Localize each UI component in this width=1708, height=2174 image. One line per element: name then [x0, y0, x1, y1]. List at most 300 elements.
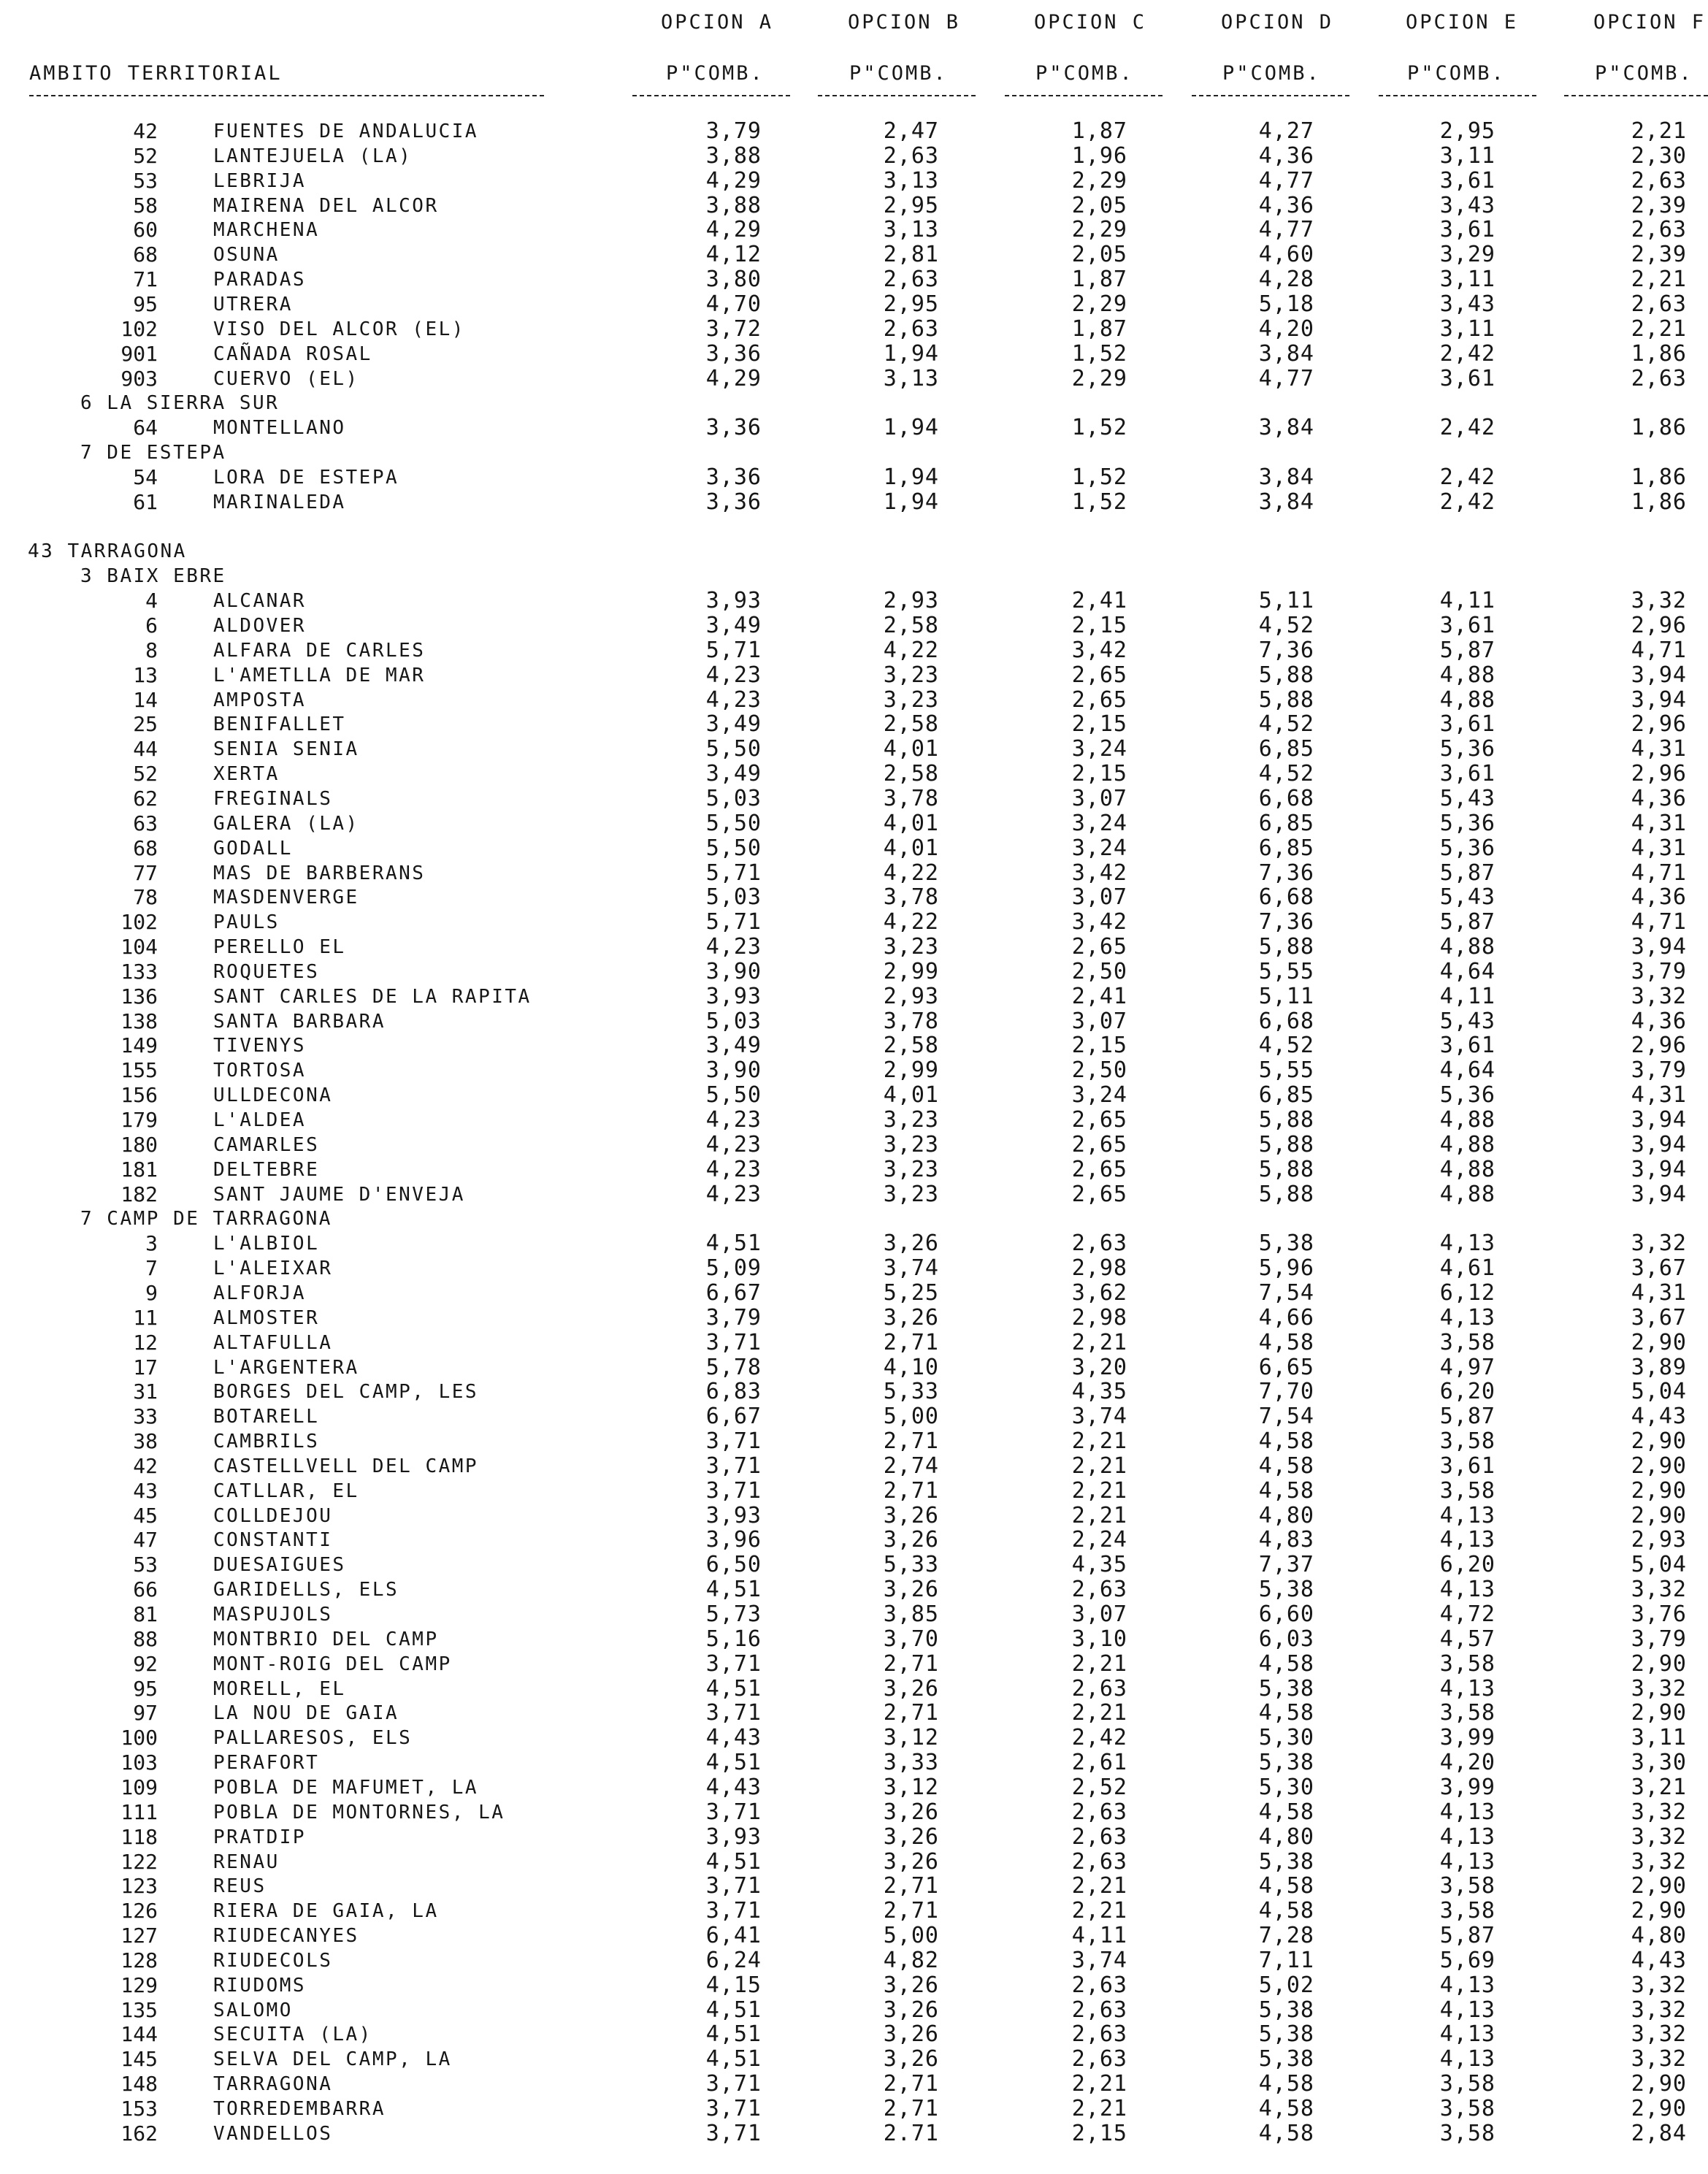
value-option-d: 6,85: [1258, 736, 1314, 762]
value-option-a: 5,03: [705, 786, 762, 811]
value-option-b: 2,93: [883, 588, 939, 613]
value-option-e: 4,13: [1439, 1305, 1496, 1331]
value-option-d: 4,27: [1258, 118, 1314, 144]
value-option-b: 2,71: [883, 1428, 939, 1454]
value-option-e: 4,88: [1439, 934, 1496, 960]
value-option-f: 2,90: [1631, 1898, 1687, 1924]
value-option-a: 5,03: [705, 1008, 762, 1034]
value-option-a: 3,36: [705, 489, 762, 515]
municipality-code: 145: [120, 2047, 158, 2071]
value-option-e: 3,99: [1439, 1725, 1496, 1750]
value-option-e: 3,61: [1439, 1453, 1496, 1479]
municipality-code: 62: [133, 786, 158, 811]
municipality-name: RIERA DE GAIA, LA: [213, 1900, 439, 1922]
municipality-name: CASTELLVELL DEL CAMP: [213, 1455, 479, 1477]
value-option-f: 3,89: [1631, 1355, 1687, 1380]
value-option-c: 4,35: [1071, 1379, 1127, 1404]
comarca-heading: 7 DE ESTEPA: [80, 442, 226, 464]
value-option-d: 4,36: [1258, 143, 1314, 169]
municipality-code: 901: [120, 342, 158, 366]
municipality-name: ALFORJA: [213, 1282, 307, 1304]
value-option-c: 2,50: [1071, 1057, 1127, 1083]
value-option-a: 6,83: [705, 1379, 762, 1404]
municipality-code: 38: [133, 1429, 158, 1453]
municipality-name: SANTA BARBARA: [213, 1011, 386, 1033]
municipality-name: PARADAS: [213, 269, 307, 291]
value-option-b: 3,23: [883, 1107, 939, 1133]
value-option-c: 2,63: [1071, 2021, 1127, 2047]
municipality-name: RIUDECANYES: [213, 1925, 359, 1947]
municipality-code: 53: [133, 1553, 158, 1577]
value-option-a: 3,71: [705, 1478, 762, 1504]
municipality-code: 45: [133, 1504, 158, 1528]
municipality-code: 102: [120, 317, 158, 341]
municipality-code: 68: [133, 242, 158, 267]
value-option-f: 2,90: [1631, 2071, 1687, 2097]
value-option-e: 4,13: [1439, 1824, 1496, 1850]
value-option-f: 2,39: [1631, 193, 1687, 218]
value-option-a: 4,23: [705, 662, 762, 688]
value-option-c: 3,24: [1071, 1082, 1127, 1108]
value-option-f: 3,94: [1631, 1157, 1687, 1182]
municipality-name: TORREDEMBARRA: [213, 2098, 386, 2120]
value-option-f: 2,96: [1631, 711, 1687, 737]
municipality-name: VISO DEL ALCOR (EL): [213, 318, 465, 340]
value-option-a: 4,70: [705, 291, 762, 317]
value-option-c: 1,87: [1071, 267, 1127, 292]
option-a-header: OPCION A: [661, 11, 774, 34]
value-option-a: 4,29: [705, 217, 762, 242]
value-option-e: 2,42: [1439, 489, 1496, 515]
value-option-e: 4,13: [1439, 2021, 1496, 2047]
value-option-a: 6,67: [705, 1280, 762, 1306]
value-option-e: 3,43: [1439, 193, 1496, 218]
value-option-f: 4,36: [1631, 786, 1687, 811]
value-option-e: 3,61: [1439, 613, 1496, 638]
value-option-c: 2,63: [1071, 1849, 1127, 1875]
value-option-e: 4,88: [1439, 1182, 1496, 1207]
municipality-code: 66: [133, 1577, 158, 1601]
value-option-c: 2,65: [1071, 662, 1127, 688]
municipality-code: 100: [120, 1726, 158, 1750]
value-option-d: 6,60: [1258, 1601, 1314, 1627]
municipality-name: CATLLAR, EL: [213, 1480, 359, 1502]
municipality-name: TIVENYS: [213, 1035, 307, 1057]
municipality-code: 88: [133, 1627, 158, 1651]
value-option-b: 2,95: [883, 291, 939, 317]
value-option-e: 5,87: [1439, 1923, 1496, 1948]
value-option-e: 3,61: [1439, 711, 1496, 737]
value-option-d: 5,38: [1258, 1230, 1314, 1256]
municipality-code: 133: [120, 960, 158, 984]
value-option-c: 2,29: [1071, 366, 1127, 391]
option-b-subheader: P"COMB.: [849, 62, 948, 85]
municipality-name: GALERA (LA): [213, 813, 359, 835]
value-option-a: 5,71: [705, 909, 762, 935]
value-option-c: 3,74: [1071, 1948, 1127, 1973]
value-option-f: 4,31: [1631, 1082, 1687, 1108]
value-option-a: 3,79: [705, 118, 762, 144]
value-option-e: 3,43: [1439, 291, 1496, 317]
value-option-e: 5,43: [1439, 1008, 1496, 1034]
value-option-b: 3,12: [883, 1775, 939, 1800]
value-option-d: 5,55: [1258, 959, 1314, 984]
value-option-a: 6,67: [705, 1404, 762, 1429]
value-option-e: 4,13: [1439, 1503, 1496, 1528]
municipality-code: 103: [120, 1750, 158, 1775]
value-option-c: 3,20: [1071, 1355, 1127, 1380]
value-option-f: 2,63: [1631, 366, 1687, 391]
value-option-b: 2,71: [883, 1478, 939, 1504]
municipality-name: LEBRIJA: [213, 170, 307, 192]
value-option-f: 3,79: [1631, 1057, 1687, 1083]
municipality-name: SANT CARLES DE LA RAPITA: [213, 986, 532, 1008]
municipality-name: FREGINALS: [213, 788, 333, 810]
municipality-name: ALTAFULLA: [213, 1332, 333, 1354]
value-option-a: 5,50: [705, 811, 762, 836]
value-option-b: 2,47: [883, 118, 939, 144]
value-option-e: 4,11: [1439, 588, 1496, 613]
value-option-e: 5,69: [1439, 1948, 1496, 1973]
value-option-e: 4,13: [1439, 1849, 1496, 1875]
option-c-header: OPCION C: [1034, 11, 1147, 34]
value-option-f: 2,30: [1631, 143, 1687, 169]
municipality-name: MASPUJOLS: [213, 1604, 333, 1626]
value-option-e: 3,58: [1439, 1700, 1496, 1726]
value-option-d: 5,11: [1258, 984, 1314, 1009]
value-option-b: 4,22: [883, 909, 939, 935]
value-option-e: 3,99: [1439, 1775, 1496, 1800]
municipality-code: 78: [133, 885, 158, 909]
municipality-name: SELVA DEL CAMP, LA: [213, 2048, 452, 2070]
option-e-subheader: P"COMB.: [1407, 62, 1506, 85]
value-option-a: 4,51: [705, 1577, 762, 1602]
value-option-d: 7,28: [1258, 1923, 1314, 1948]
municipality-code: 162: [120, 2121, 158, 2146]
municipality-code: 9: [145, 1281, 158, 1305]
municipality-name: MONT-ROIG DEL CAMP: [213, 1653, 452, 1675]
value-option-a: 5,09: [705, 1255, 762, 1281]
value-option-e: 3,61: [1439, 761, 1496, 786]
value-option-e: 4,72: [1439, 1601, 1496, 1627]
header-rule-a: [632, 95, 790, 96]
value-option-c: 2,65: [1071, 1132, 1127, 1157]
municipality-code: 42: [133, 119, 158, 143]
value-option-e: 4,97: [1439, 1355, 1496, 1380]
value-option-d: 7,36: [1258, 909, 1314, 935]
value-option-b: 2,71: [883, 1330, 939, 1355]
municipality-name: L'ARGENTERA: [213, 1357, 359, 1379]
value-option-c: 2,63: [1071, 1577, 1127, 1602]
value-option-e: 4,13: [1439, 1799, 1496, 1825]
value-option-a: 6,24: [705, 1948, 762, 1973]
value-option-a: 3,96: [705, 1527, 762, 1553]
value-option-a: 4,51: [705, 1230, 762, 1256]
value-option-c: 2,63: [1071, 1230, 1127, 1256]
value-option-f: 4,71: [1631, 909, 1687, 935]
value-option-b: 2,71: [883, 1651, 939, 1677]
value-option-c: 3,07: [1071, 1601, 1127, 1627]
municipality-name: AMPOSTA: [213, 689, 307, 711]
value-option-b: 3,78: [883, 1008, 939, 1034]
value-option-f: 2,90: [1631, 1330, 1687, 1355]
municipality-name: SALOMO: [213, 1999, 293, 2021]
value-option-d: 4,80: [1258, 1824, 1314, 1850]
value-option-a: 3,36: [705, 415, 762, 440]
value-option-d: 6,85: [1258, 811, 1314, 836]
municipality-code: 63: [133, 811, 158, 835]
value-option-c: 2,24: [1071, 1527, 1127, 1553]
option-f-header: OPCION F: [1593, 11, 1707, 34]
municipality-code: 95: [133, 1677, 158, 1701]
value-option-c: 2,15: [1071, 1033, 1127, 1058]
municipality-name: CAMARLES: [213, 1134, 320, 1156]
value-option-a: 3,49: [705, 613, 762, 638]
value-option-b: 3,26: [883, 1676, 939, 1702]
value-option-d: 4,52: [1258, 711, 1314, 737]
value-option-f: 2,90: [1631, 1700, 1687, 1726]
value-option-d: 4,52: [1258, 761, 1314, 786]
value-option-a: 4,29: [705, 366, 762, 391]
value-option-f: 2,90: [1631, 1651, 1687, 1677]
value-option-d: 4,60: [1258, 242, 1314, 267]
value-option-a: 4,12: [705, 242, 762, 267]
municipality-name: DELTEBRE: [213, 1159, 320, 1181]
municipality-name: GARIDELLS, ELS: [213, 1579, 399, 1601]
municipality-code: 128: [120, 1948, 158, 1972]
value-option-d: 4,28: [1258, 267, 1314, 292]
value-option-e: 3,58: [1439, 1898, 1496, 1924]
value-option-b: 4,82: [883, 1948, 939, 1973]
value-option-d: 4,52: [1258, 1033, 1314, 1058]
value-option-d: 5,38: [1258, 1676, 1314, 1702]
value-option-e: 4,13: [1439, 1997, 1496, 2023]
municipality-name: MARINALEDA: [213, 491, 346, 513]
value-option-f: 4,31: [1631, 1280, 1687, 1306]
value-option-e: 3,11: [1439, 143, 1496, 169]
header-rule-b: [818, 95, 976, 96]
value-option-d: 4,83: [1258, 1527, 1314, 1553]
value-option-a: 4,29: [705, 168, 762, 194]
value-option-d: 5,30: [1258, 1725, 1314, 1750]
municipality-code: 111: [120, 1800, 158, 1824]
municipality-code: 64: [133, 416, 158, 440]
value-option-b: 4,01: [883, 736, 939, 762]
value-option-e: 5,43: [1439, 884, 1496, 910]
municipality-name: CAMBRILS: [213, 1431, 320, 1452]
municipality-code: 7: [145, 1256, 158, 1280]
value-option-a: 4,23: [705, 1182, 762, 1207]
municipality-code: 123: [120, 1874, 158, 1898]
value-option-e: 5,36: [1439, 811, 1496, 836]
value-option-c: 2,29: [1071, 217, 1127, 242]
value-option-c: 1,52: [1071, 341, 1127, 367]
value-option-c: 3,07: [1071, 786, 1127, 811]
value-option-f: 2,21: [1631, 316, 1687, 342]
value-option-c: 2,61: [1071, 1750, 1127, 1775]
comarca-heading: 3 BAIX EBRE: [80, 565, 226, 587]
value-option-c: 2,21: [1071, 1898, 1127, 1924]
municipality-code: 6: [145, 613, 158, 638]
value-option-f: 3,32: [1631, 984, 1687, 1009]
value-option-f: 4,71: [1631, 638, 1687, 663]
value-option-c: 2,21: [1071, 1453, 1127, 1479]
value-option-f: 2,96: [1631, 761, 1687, 786]
value-option-d: 4,77: [1258, 168, 1314, 194]
value-option-c: 2,05: [1071, 193, 1127, 218]
value-option-d: 4,58: [1258, 2096, 1314, 2121]
option-b-header: OPCION B: [848, 11, 961, 34]
value-option-b: 4,01: [883, 835, 939, 861]
municipality-name: L'ALDEA: [213, 1109, 307, 1131]
value-option-c: 2,63: [1071, 1972, 1127, 1998]
value-option-f: 2,84: [1631, 2121, 1687, 2146]
value-option-e: 6,20: [1439, 1379, 1496, 1404]
value-option-b: 2,71: [883, 1898, 939, 1924]
value-option-a: 3,93: [705, 1503, 762, 1528]
value-option-d: 5,38: [1258, 2021, 1314, 2047]
value-option-c: 2,50: [1071, 959, 1127, 984]
value-option-b: 1,94: [883, 489, 939, 515]
option-c-subheader: P"COMB.: [1035, 62, 1134, 85]
value-option-a: 4,43: [705, 1725, 762, 1750]
value-option-e: 5,43: [1439, 786, 1496, 811]
value-option-f: 4,36: [1631, 1008, 1687, 1034]
value-option-f: 2,39: [1631, 242, 1687, 267]
value-option-b: 5,00: [883, 1923, 939, 1948]
value-option-b: 3,26: [883, 2021, 939, 2047]
value-option-f: 5,04: [1631, 1552, 1687, 1577]
value-option-a: 4,23: [705, 1132, 762, 1157]
value-option-b: 4,22: [883, 638, 939, 663]
value-option-f: 3,32: [1631, 1577, 1687, 1602]
value-option-a: 4,51: [705, 1750, 762, 1775]
value-option-b: 5,33: [883, 1379, 939, 1404]
value-option-f: 3,11: [1631, 1725, 1687, 1750]
value-option-e: 3,61: [1439, 217, 1496, 242]
value-option-d: 7,11: [1258, 1948, 1314, 1973]
municipality-name: POBLA DE MAFUMET, LA: [213, 1777, 479, 1799]
municipality-code: 61: [133, 490, 158, 514]
value-option-f: 3,79: [1631, 959, 1687, 984]
value-option-d: 5,18: [1258, 291, 1314, 317]
value-option-f: 3,76: [1631, 1601, 1687, 1627]
header-rule-c: [1005, 95, 1163, 96]
municipality-code: 126: [120, 1899, 158, 1923]
value-option-a: 4,23: [705, 934, 762, 960]
value-option-c: 2,15: [1071, 613, 1127, 638]
municipality-name: RIUDOMS: [213, 1975, 307, 1997]
value-option-a: 3,49: [705, 1033, 762, 1058]
municipality-name: REUS: [213, 1875, 267, 1897]
value-option-a: 5,73: [705, 1601, 762, 1627]
value-option-c: 1,96: [1071, 143, 1127, 169]
municipality-code: 138: [120, 1009, 158, 1033]
value-option-e: 3,58: [1439, 1330, 1496, 1355]
municipality-code: 182: [120, 1182, 158, 1206]
value-option-c: 2,65: [1071, 1107, 1127, 1133]
value-option-f: 3,79: [1631, 1626, 1687, 1652]
value-option-c: 1,87: [1071, 118, 1127, 144]
value-option-b: 2,71: [883, 1700, 939, 1726]
municipality-name: PERELLO EL: [213, 936, 346, 958]
municipality-code: 92: [133, 1652, 158, 1676]
value-option-c: 2,63: [1071, 1799, 1127, 1825]
value-option-d: 3,84: [1258, 341, 1314, 367]
value-option-c: 2,21: [1071, 1873, 1127, 1899]
value-option-b: 3,26: [883, 1527, 939, 1553]
value-option-c: 2,65: [1071, 687, 1127, 713]
value-option-f: 3,94: [1631, 934, 1687, 960]
value-option-d: 6,65: [1258, 1355, 1314, 1380]
municipality-code: 109: [120, 1775, 158, 1799]
value-option-e: 6,12: [1439, 1280, 1496, 1306]
municipality-code: 135: [120, 1998, 158, 2022]
municipality-name: BOTARELL: [213, 1406, 320, 1428]
value-option-f: 2,63: [1631, 291, 1687, 317]
value-option-a: 3,36: [705, 464, 762, 490]
value-option-c: 2,52: [1071, 1775, 1127, 1800]
value-option-b: 3,13: [883, 366, 939, 391]
value-option-e: 5,87: [1439, 909, 1496, 935]
value-option-a: 4,23: [705, 1157, 762, 1182]
value-option-b: 5,33: [883, 1552, 939, 1577]
municipality-name: UTRERA: [213, 294, 293, 315]
value-option-a: 4,43: [705, 1775, 762, 1800]
municipality-code: 181: [120, 1157, 158, 1182]
value-option-b: 2,95: [883, 193, 939, 218]
value-option-b: 2,63: [883, 316, 939, 342]
value-option-a: 5,78: [705, 1355, 762, 1380]
municipality-name: MORELL, EL: [213, 1678, 346, 1700]
municipality-name: LANTEJUELA (LA): [213, 145, 413, 167]
municipality-code: 104: [120, 935, 158, 959]
municipality-code: 149: [120, 1033, 158, 1057]
value-option-c: 2,15: [1071, 761, 1127, 786]
value-option-c: 2,98: [1071, 1255, 1127, 1281]
municipality-name: XERTA: [213, 763, 280, 785]
municipality-code: 53: [133, 169, 158, 193]
municipality-code: 11: [133, 1306, 158, 1330]
value-option-a: 4,51: [705, 1849, 762, 1875]
value-option-e: 3,58: [1439, 1651, 1496, 1677]
value-option-e: 4,88: [1439, 662, 1496, 688]
value-option-d: 5,02: [1258, 1972, 1314, 1998]
value-option-d: 5,88: [1258, 934, 1314, 960]
value-option-f: 3,94: [1631, 687, 1687, 713]
value-option-d: 4,36: [1258, 193, 1314, 218]
value-option-f: 4,31: [1631, 736, 1687, 762]
value-option-c: 1,52: [1071, 415, 1127, 440]
municipality-code: 31: [133, 1379, 158, 1404]
value-option-e: 5,87: [1439, 1404, 1496, 1429]
value-option-f: 3,32: [1631, 1676, 1687, 1702]
value-option-a: 3,71: [705, 1330, 762, 1355]
value-option-e: 3,61: [1439, 1033, 1496, 1058]
value-option-c: 2,21: [1071, 1478, 1127, 1504]
value-option-c: 1,52: [1071, 489, 1127, 515]
value-option-a: 3,90: [705, 959, 762, 984]
municipality-name: RIUDECOLS: [213, 1950, 333, 1972]
comarca-heading: 7 CAMP DE TARRAGONA: [80, 1208, 332, 1230]
value-option-c: 3,07: [1071, 1008, 1127, 1034]
value-option-d: 5,55: [1258, 1057, 1314, 1083]
territory-column-header: AMBITO TERRITORIAL: [29, 62, 283, 85]
value-option-d: 6,85: [1258, 1082, 1314, 1108]
value-option-b: 5,25: [883, 1280, 939, 1306]
value-option-b: 3,26: [883, 1849, 939, 1875]
value-option-e: 4,13: [1439, 2046, 1496, 2072]
